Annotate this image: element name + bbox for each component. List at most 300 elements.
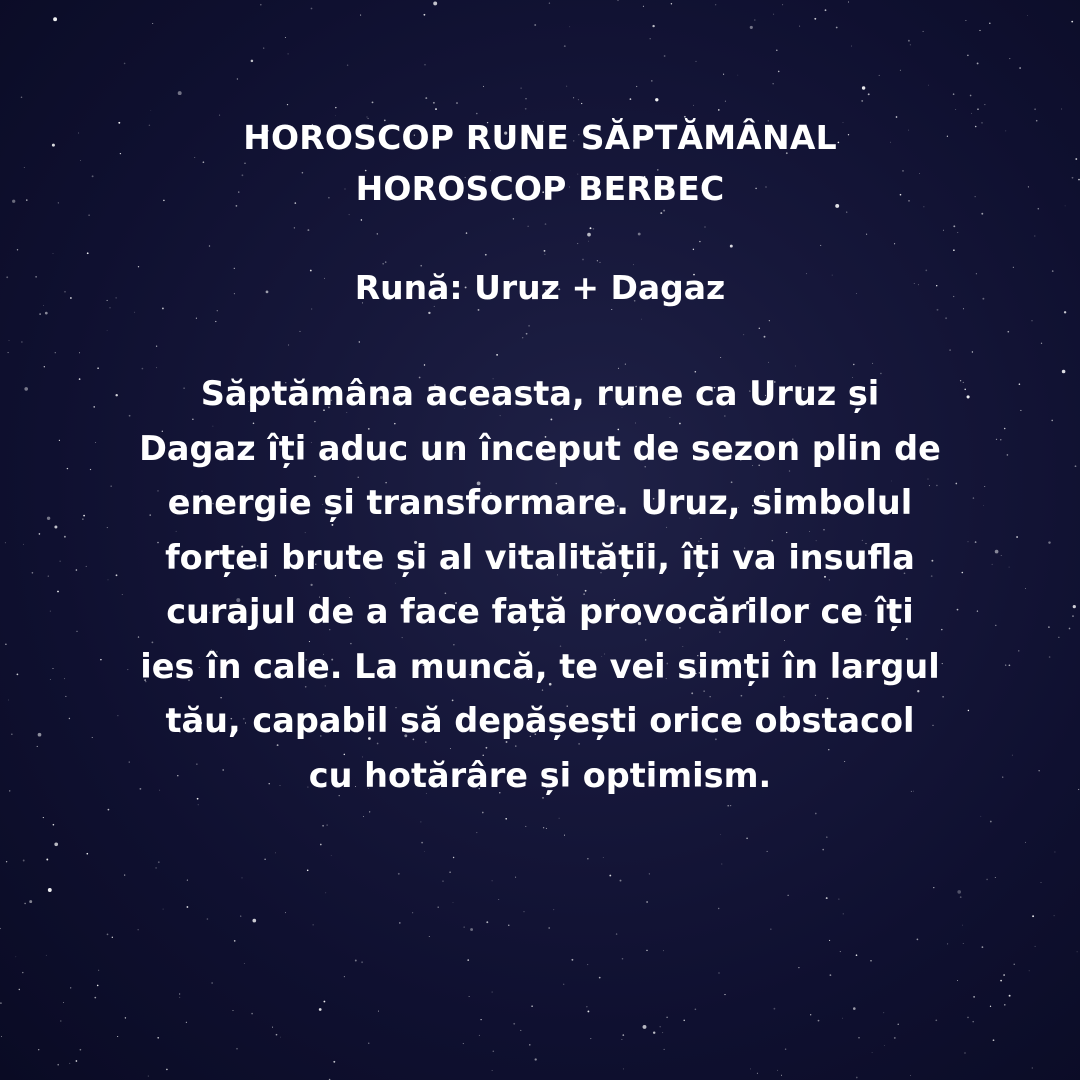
star bbox=[17, 249, 18, 250]
star bbox=[553, 909, 554, 910]
star bbox=[148, 1076, 149, 1077]
star bbox=[1000, 980, 1002, 982]
star bbox=[53, 17, 57, 21]
star bbox=[453, 902, 454, 903]
star bbox=[35, 276, 36, 277]
star bbox=[435, 108, 437, 110]
star bbox=[264, 859, 265, 860]
star bbox=[155, 867, 157, 869]
star bbox=[829, 940, 830, 941]
star bbox=[883, 1012, 884, 1013]
star bbox=[664, 1049, 665, 1050]
star bbox=[898, 1024, 899, 1025]
star bbox=[124, 63, 126, 65]
star bbox=[29, 900, 32, 903]
star bbox=[652, 25, 654, 27]
body-line: curajul de a face față provocărilor ce îți bbox=[166, 592, 914, 631]
star bbox=[754, 19, 756, 21]
star bbox=[818, 1020, 820, 1022]
star bbox=[1027, 15, 1028, 16]
star bbox=[48, 888, 52, 892]
star bbox=[564, 835, 565, 836]
star bbox=[525, 98, 526, 99]
star bbox=[1061, 109, 1062, 110]
star bbox=[989, 23, 991, 25]
star bbox=[21, 97, 23, 99]
star bbox=[928, 85, 929, 86]
star bbox=[60, 1020, 61, 1021]
star bbox=[112, 937, 113, 938]
star bbox=[9, 340, 10, 341]
star bbox=[17, 674, 19, 676]
star bbox=[663, 950, 664, 951]
star bbox=[972, 1021, 974, 1023]
star bbox=[43, 817, 44, 818]
star bbox=[12, 200, 15, 203]
star bbox=[1032, 1067, 1033, 1068]
star bbox=[8, 352, 9, 353]
star bbox=[630, 98, 632, 100]
star bbox=[773, 14, 774, 15]
star bbox=[1054, 851, 1055, 852]
star bbox=[158, 861, 160, 863]
star bbox=[425, 97, 427, 99]
star bbox=[664, 55, 666, 57]
star bbox=[746, 837, 748, 839]
star bbox=[967, 1017, 969, 1019]
star bbox=[650, 38, 651, 39]
star bbox=[24, 167, 25, 168]
star bbox=[327, 825, 328, 826]
star bbox=[586, 1006, 587, 1007]
star bbox=[313, 924, 314, 925]
star bbox=[1058, 637, 1059, 638]
star bbox=[240, 915, 241, 916]
star bbox=[463, 1043, 464, 1044]
star bbox=[773, 83, 774, 84]
star bbox=[603, 857, 604, 858]
star bbox=[311, 8, 313, 10]
star bbox=[117, 1036, 118, 1037]
star bbox=[320, 844, 322, 846]
star bbox=[965, 1053, 966, 1054]
star bbox=[233, 1010, 234, 1011]
star bbox=[515, 877, 516, 878]
star bbox=[884, 1045, 885, 1046]
star bbox=[98, 970, 99, 971]
star bbox=[1062, 370, 1066, 374]
star bbox=[587, 1010, 589, 1012]
star bbox=[433, 1, 437, 5]
star bbox=[198, 804, 199, 805]
star bbox=[322, 825, 324, 827]
star bbox=[693, 105, 694, 106]
star bbox=[569, 26, 570, 27]
star bbox=[108, 809, 110, 811]
star bbox=[980, 816, 981, 817]
star bbox=[335, 107, 336, 108]
star bbox=[187, 880, 188, 881]
star bbox=[492, 992, 493, 993]
star bbox=[774, 1008, 776, 1010]
star bbox=[21, 341, 22, 342]
star bbox=[730, 805, 731, 806]
star bbox=[609, 875, 611, 877]
star bbox=[1009, 58, 1010, 59]
star bbox=[900, 70, 901, 71]
star bbox=[285, 37, 286, 38]
star bbox=[830, 974, 832, 976]
star bbox=[412, 912, 413, 913]
star bbox=[1064, 311, 1066, 313]
star bbox=[840, 951, 841, 952]
star bbox=[715, 4, 716, 5]
star bbox=[520, 1030, 521, 1031]
body-line: forței brute și al vitalității, îți va insufla bbox=[165, 537, 915, 577]
star bbox=[498, 899, 499, 900]
star bbox=[46, 955, 47, 956]
star bbox=[993, 1039, 995, 1041]
star bbox=[272, 1027, 273, 1028]
star bbox=[97, 985, 99, 987]
star bbox=[862, 86, 865, 89]
star bbox=[1049, 656, 1051, 658]
star bbox=[1004, 1004, 1005, 1005]
star bbox=[319, 1008, 322, 1011]
star bbox=[360, 15, 361, 16]
star bbox=[520, 87, 521, 88]
body-line: tău, capabil să depășești orice obstacol bbox=[165, 701, 915, 740]
star bbox=[469, 996, 470, 997]
horoscope-body bbox=[60, 367, 1020, 803]
star bbox=[1025, 842, 1026, 843]
body-line: ies în cale. La muncă, te vei simți în largul bbox=[140, 646, 940, 686]
star bbox=[8, 700, 9, 701]
star bbox=[649, 873, 650, 874]
star bbox=[0, 928, 1, 929]
star bbox=[1069, 628, 1071, 630]
star bbox=[662, 1032, 663, 1033]
star bbox=[962, 925, 963, 926]
star bbox=[782, 4, 783, 5]
star bbox=[69, 1063, 70, 1064]
title-line-2: HOROSCOP BERBEC bbox=[355, 169, 725, 208]
star bbox=[525, 826, 526, 827]
star bbox=[24, 903, 25, 904]
star bbox=[207, 918, 209, 920]
star bbox=[37, 746, 38, 747]
star bbox=[456, 102, 458, 104]
star bbox=[986, 879, 988, 881]
star bbox=[1041, 882, 1042, 883]
star bbox=[398, 873, 400, 875]
star bbox=[1041, 343, 1042, 344]
star bbox=[718, 972, 719, 973]
star bbox=[355, 960, 357, 962]
star bbox=[573, 97, 574, 98]
star bbox=[24, 387, 28, 391]
star bbox=[543, 827, 544, 828]
star bbox=[94, 997, 96, 999]
star bbox=[838, 899, 839, 900]
star bbox=[9, 790, 10, 791]
star bbox=[718, 109, 720, 111]
star bbox=[276, 1034, 278, 1036]
star bbox=[1, 1036, 2, 1037]
star bbox=[1052, 270, 1054, 272]
star bbox=[957, 980, 958, 981]
star bbox=[150, 110, 151, 111]
star bbox=[1035, 946, 1036, 947]
star bbox=[399, 922, 401, 924]
star bbox=[531, 1005, 533, 1007]
star bbox=[53, 824, 55, 826]
star bbox=[54, 842, 58, 846]
star bbox=[23, 860, 25, 862]
star bbox=[933, 887, 934, 888]
star bbox=[718, 908, 719, 909]
star bbox=[307, 870, 309, 872]
star bbox=[186, 1022, 187, 1023]
horoscope-card bbox=[40, 112, 1040, 803]
star bbox=[810, 1014, 811, 1015]
star bbox=[505, 818, 507, 820]
star bbox=[750, 26, 753, 29]
star bbox=[564, 45, 566, 47]
star bbox=[480, 1019, 481, 1020]
star bbox=[124, 875, 125, 876]
star bbox=[617, 0, 618, 1]
star bbox=[643, 1025, 647, 1029]
title-line-1: HOROSCOP RUNE SĂPTĂMÂNAL bbox=[243, 118, 837, 157]
star bbox=[263, 48, 264, 49]
star bbox=[856, 954, 858, 956]
star bbox=[63, 1002, 64, 1003]
star bbox=[23, 544, 24, 545]
star bbox=[848, 1, 849, 2]
star bbox=[1014, 964, 1015, 965]
star bbox=[152, 23, 153, 24]
star bbox=[1072, 615, 1074, 617]
star bbox=[492, 1070, 493, 1071]
star bbox=[6, 276, 8, 278]
star bbox=[720, 834, 721, 835]
star bbox=[651, 80, 653, 82]
star bbox=[616, 933, 617, 934]
star bbox=[251, 60, 254, 63]
star bbox=[727, 805, 729, 807]
star bbox=[464, 927, 465, 928]
star bbox=[1009, 995, 1011, 997]
star bbox=[492, 880, 493, 881]
star bbox=[236, 1048, 238, 1050]
star bbox=[655, 98, 658, 101]
star bbox=[423, 14, 425, 16]
star bbox=[563, 984, 564, 985]
star bbox=[995, 877, 996, 878]
star bbox=[1034, 108, 1036, 110]
star bbox=[955, 109, 956, 110]
star bbox=[666, 1017, 667, 1018]
star bbox=[590, 1038, 591, 1039]
star bbox=[870, 960, 872, 962]
star bbox=[179, 997, 180, 998]
star bbox=[798, 967, 799, 968]
star bbox=[778, 71, 780, 73]
star bbox=[535, 1058, 537, 1060]
star bbox=[788, 895, 789, 896]
star bbox=[525, 108, 527, 110]
star bbox=[372, 101, 374, 103]
star bbox=[721, 863, 722, 864]
star bbox=[529, 1044, 530, 1045]
star bbox=[967, 55, 968, 56]
star bbox=[424, 64, 426, 66]
star bbox=[979, 30, 980, 31]
star bbox=[836, 27, 838, 29]
star bbox=[957, 890, 961, 894]
star bbox=[252, 919, 256, 923]
star bbox=[723, 74, 724, 75]
star bbox=[157, 1037, 159, 1039]
star bbox=[1051, 420, 1053, 422]
rune-label: Rună: Uruz + Dagaz bbox=[354, 268, 726, 307]
star bbox=[973, 996, 975, 998]
star bbox=[1048, 541, 1050, 543]
star bbox=[696, 61, 697, 62]
star bbox=[683, 1020, 684, 1021]
star bbox=[1078, 789, 1079, 790]
star bbox=[482, 812, 484, 814]
star bbox=[429, 936, 430, 937]
star bbox=[287, 53, 288, 54]
star bbox=[623, 1068, 624, 1069]
body-line: Săptămâna aceasta, rune ca Uruz și bbox=[200, 374, 880, 413]
star bbox=[777, 1070, 778, 1071]
star bbox=[879, 75, 880, 76]
star bbox=[908, 40, 910, 42]
star bbox=[6, 861, 7, 862]
star bbox=[125, 1017, 126, 1018]
star bbox=[234, 940, 236, 942]
star bbox=[935, 1019, 937, 1021]
body-line: energie și transformare. Uruz, simbolul bbox=[167, 483, 913, 522]
star bbox=[620, 880, 622, 882]
star bbox=[38, 1049, 39, 1050]
star bbox=[470, 928, 473, 931]
star bbox=[960, 896, 962, 898]
star bbox=[923, 31, 924, 32]
star bbox=[378, 1011, 379, 1012]
star bbox=[325, 892, 326, 893]
star bbox=[107, 934, 109, 936]
star bbox=[622, 958, 624, 960]
star bbox=[513, 1023, 515, 1025]
star bbox=[363, 816, 364, 817]
star bbox=[86, 853, 88, 855]
star bbox=[643, 6, 644, 7]
star bbox=[984, 104, 985, 105]
star bbox=[166, 1069, 168, 1071]
star bbox=[476, 832, 477, 833]
star bbox=[990, 821, 992, 823]
star bbox=[453, 857, 454, 858]
star bbox=[534, 24, 536, 26]
star bbox=[1029, 970, 1030, 971]
star bbox=[32, 572, 34, 574]
star bbox=[858, 1037, 859, 1038]
star bbox=[894, 1037, 896, 1039]
star bbox=[0, 1002, 2, 1004]
star bbox=[587, 858, 588, 859]
star bbox=[559, 818, 560, 819]
star bbox=[814, 18, 816, 20]
body-line: cu hotărâre și optimism. bbox=[308, 755, 772, 795]
star bbox=[750, 1068, 751, 1069]
star bbox=[825, 9, 827, 11]
star bbox=[1065, 206, 1066, 207]
star bbox=[1003, 974, 1005, 976]
star bbox=[982, 946, 984, 948]
star bbox=[843, 913, 844, 914]
star bbox=[856, 1077, 858, 1079]
star bbox=[333, 1061, 335, 1063]
star bbox=[421, 842, 423, 844]
star bbox=[323, 1001, 325, 1003]
star bbox=[910, 1075, 911, 1076]
star bbox=[433, 102, 435, 104]
star bbox=[479, 1035, 480, 1036]
star bbox=[280, 1037, 281, 1038]
star bbox=[1072, 177, 1074, 179]
star bbox=[368, 1043, 369, 1044]
star bbox=[449, 871, 451, 873]
star bbox=[467, 959, 469, 961]
star bbox=[963, 943, 964, 944]
star bbox=[19, 989, 20, 990]
star bbox=[179, 994, 180, 995]
star bbox=[660, 1026, 661, 1027]
star bbox=[621, 1039, 622, 1040]
star bbox=[424, 851, 425, 852]
star bbox=[22, 972, 23, 973]
star bbox=[5, 643, 7, 645]
star bbox=[241, 877, 242, 878]
star bbox=[1054, 915, 1055, 916]
star bbox=[910, 44, 911, 45]
body-line: Dagaz îți aduc un început de sezon plin de bbox=[139, 428, 941, 468]
star bbox=[1075, 158, 1077, 160]
star bbox=[571, 959, 573, 961]
star bbox=[724, 994, 725, 995]
star bbox=[138, 929, 139, 930]
star bbox=[947, 943, 948, 944]
star bbox=[347, 64, 348, 65]
star bbox=[26, 199, 27, 200]
star bbox=[1048, 626, 1050, 628]
star bbox=[826, 836, 828, 838]
star bbox=[1019, 67, 1021, 69]
star bbox=[646, 901, 648, 903]
star bbox=[275, 853, 276, 854]
star bbox=[826, 897, 828, 899]
star bbox=[260, 4, 262, 6]
star bbox=[443, 881, 444, 882]
star bbox=[868, 93, 870, 95]
star bbox=[437, 906, 438, 907]
star bbox=[671, 3, 672, 4]
star bbox=[872, 1052, 873, 1053]
